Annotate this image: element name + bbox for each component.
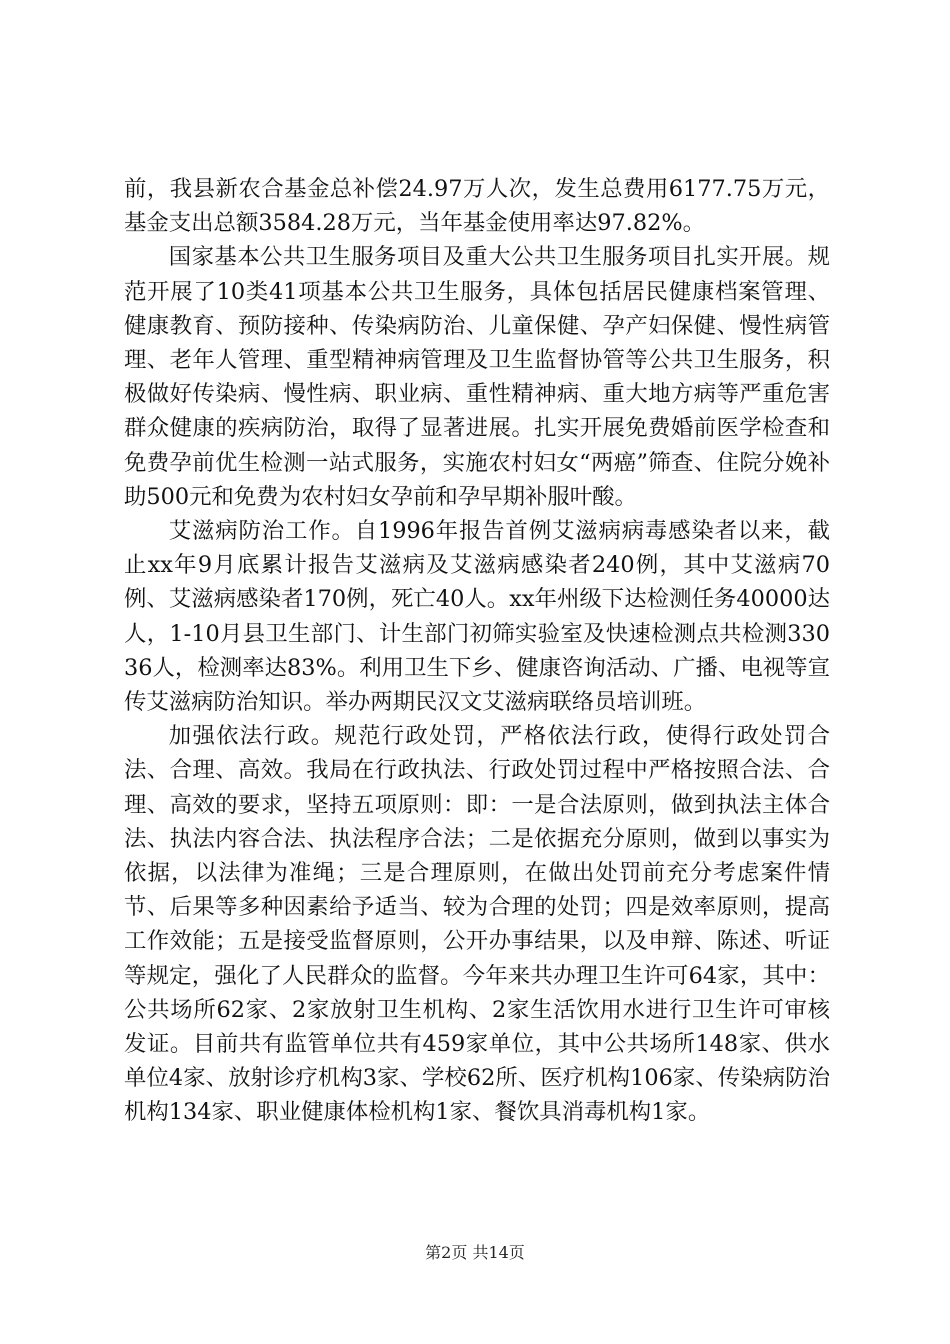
document-body	[124, 172, 830, 1130]
paragraph-3: 艾滋病防治工作。自1996年报告首例艾滋病病毒感染者以来，截止xx年9月底累计报告艾滋病及艾滋病感染者240例，其中艾滋病70例、艾滋病感染者170例，死亡40人。xx年州级下达检测任务40000达人，1-10月县卫生部门、计生部门初筛实验室及快速检测点共检测33036人，检测率达83%。利用卫生下乡、健康咨询活动、广播、电视等宣传艾滋病防治知识。举办两期民汉文艾滋病联络员培训班。	[124, 518, 830, 716]
page-number-footer: 第2页 共14页	[425, 1243, 525, 1262]
paragraph-4: 加强依法行政。规范行政处罚，严格依法行政，使得行政处罚合法、合理、高效。我局在行政执法、行政处罚过程中严格按照合法、合理、高效的要求，坚持五项原则：即：一是合法原则，做到执法主体合法、执法内容合法、执法程序合法；二是依据充分原则，做到以事实为依据，以法律为准绳；三是合理原则，在做出处罚前充分考虑案件情节、后果等多种因素给予适当、较为合理的处罚；四是效率原则，提高工作效能；五是接受监督原则，公开办事结果，以及申辩、陈述、听证等规定，强化了人民群众的监督。今年来共办理卫生许可64家，其中：公共场所62家、2家放射卫生机构、2家生活饮用水进行卫生许可审核发证。目前共有监管单位共有459家单位，其中公共场所148家、供水单位4家、放射诊疗机构3家、学校62所、医疗机构106家、传染病防治机构134家、职业健康体检机构1家、餐饮具消毒机构1家。	[124, 723, 830, 1126]
paragraph-1: 前，我县新农合基金总补偿24.97万人次，发生总费用6177.75万元，基金支出总额3584.28万元，当年基金使用率达97.82%。	[124, 176, 830, 237]
paragraph-2: 国家基本公共卫生服务项目及重大公共卫生服务项目扎实开展。规范开展了10类41项基本公共卫生服务，具体包括居民健康档案管理、健康教育、预防接种、传染病防治、儿童保健、孕产妇保健、慢性病管理、老年人管理、重型精神病管理及卫生监督协管等公共卫生服务，积极做好传染病、慢性病、职业病、重性精神病、重大地方病等严重危害群众健康的疾病防治，取得了显著进展。扎实开展免费婚前医学检查和免费孕前优生检测一站式服务，实施农村妇女“两癌”筛查、住院分娩补助500元和免费为农村妇女孕前和孕早期补服叶酸。	[124, 244, 830, 510]
